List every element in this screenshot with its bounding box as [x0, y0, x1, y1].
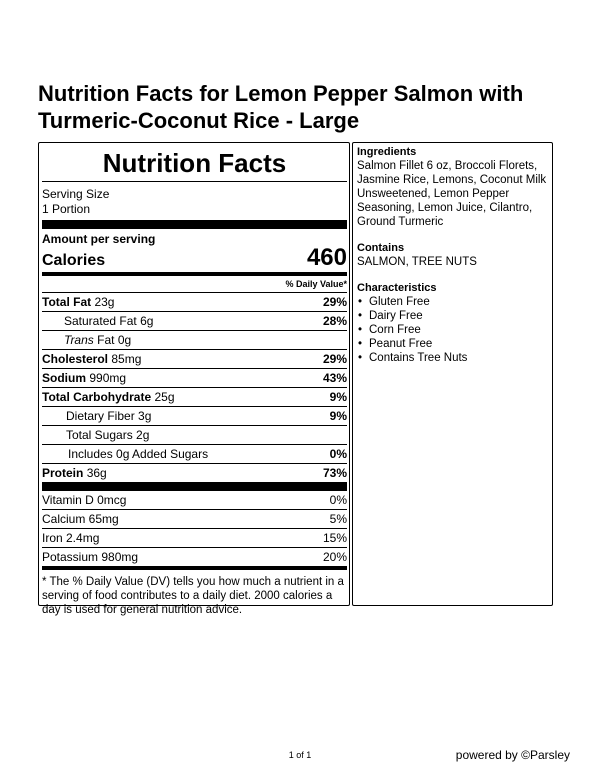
vitamin-dv: 5% — [329, 512, 347, 526]
bullet-icon: • — [358, 310, 363, 322]
nutrient-dv: 43% — [322, 371, 347, 385]
nutrient-name: Trans — [64, 333, 94, 347]
ingredients-panel — [352, 142, 553, 606]
vitamin-text: Potassium 980mg — [42, 550, 139, 564]
nutrient-row-sodium — [42, 368, 347, 387]
vitamin-row — [42, 528, 347, 547]
nutrient-dv: 73% — [322, 466, 347, 480]
vitamin-dv: 0% — [329, 493, 347, 507]
characteristics-list — [357, 295, 548, 365]
serving-size-value: 1 Portion — [42, 202, 91, 216]
characteristic-label: Gluten Free — [369, 296, 430, 308]
nutrient-dv: 0% — [329, 447, 347, 461]
list-item — [357, 309, 548, 323]
characteristics-heading: Characteristics — [357, 282, 437, 294]
characteristics-section — [357, 281, 548, 365]
nutrient-amount: Fat 0g — [97, 333, 132, 347]
nutrient-amount: 25g — [154, 390, 175, 404]
page-title-line-1: Nutrition Facts for Lemon Pepper Salmon with — [38, 81, 524, 106]
nutrient-dv: 9% — [329, 409, 347, 423]
powered-by: powered by ©Parsley — [455, 748, 570, 762]
bullet-icon: • — [358, 296, 363, 308]
nutrient-amount: 3g — [138, 409, 152, 423]
vitamin-row — [42, 509, 347, 528]
calories-value: 460 — [306, 244, 347, 271]
nutrient-name: Saturated Fat — [64, 314, 137, 328]
characteristic-label: Contains Tree Nuts — [369, 352, 468, 364]
vitamin-text: Vitamin D 0mcg — [42, 493, 127, 507]
nutrient-amount: 23g — [94, 295, 115, 309]
allergens-section — [357, 241, 548, 269]
characteristic-label: Corn Free — [369, 324, 421, 336]
characteristic-label: Peanut Free — [369, 338, 433, 350]
nutrient-row-dietary-fiber — [42, 406, 347, 425]
daily-value-header: % Daily Value* — [285, 279, 347, 289]
vitamin-text: Iron 2.4mg — [42, 531, 100, 545]
bullet-icon: • — [358, 338, 363, 350]
nutrient-dv: 29% — [322, 295, 347, 309]
nutrient-row-protein — [42, 463, 347, 482]
divider-thick — [42, 220, 347, 229]
nutrient-amount: 85mg — [111, 352, 142, 366]
page-title-line-2: Turmeric-Coconut Rice - Large — [38, 108, 360, 133]
nutrient-name: Total Sugars — [66, 428, 133, 442]
vitamin-row — [42, 547, 347, 566]
nutrient-row-trans-fat — [42, 330, 347, 349]
nutrient-row-total-sugars — [42, 425, 347, 444]
amount-per-serving: Amount per serving — [42, 232, 156, 246]
daily-value-footnote: * The % Daily Value (DV) tells you how much a nutrient in a serving of food contributes to a daily diet. 2000 calories a day is used for general nutrition advice. — [42, 576, 344, 616]
nutrient-name: Total Fat — [42, 295, 92, 309]
vitamin-dv: 20% — [322, 550, 347, 564]
ingredients-section — [357, 145, 548, 229]
vitamin-text: Calcium 65mg — [42, 512, 119, 526]
vitamin-dv: 15% — [322, 531, 347, 545]
nutrient-dv: 29% — [322, 352, 347, 366]
nutrient-dv: 9% — [329, 390, 347, 404]
nutrient-amount: 36g — [86, 466, 107, 480]
nutrient-name: Protein — [42, 466, 84, 480]
nutrient-name: Includes 0g Added Sugars — [68, 447, 209, 461]
nutrient-row-total-fat — [42, 292, 347, 311]
nutrient-amount: 2g — [136, 428, 150, 442]
nutrient-name: Cholesterol — [42, 352, 109, 366]
vitamin-row — [42, 491, 347, 509]
nutrient-name: Dietary Fiber — [66, 409, 135, 423]
nutrition-facts-heading: Nutrition Facts — [102, 148, 287, 178]
serving-size-label: Serving Size — [42, 187, 110, 201]
nutrient-row-total-carbohydrate — [42, 387, 347, 406]
nutrient-name: Sodium — [42, 371, 86, 385]
list-item — [357, 323, 548, 337]
nutrition-facts-label — [38, 142, 350, 616]
characteristic-label: Dairy Free — [369, 310, 423, 322]
nutrient-row-saturated-fat — [42, 311, 347, 330]
nutrient-row-cholesterol — [42, 349, 347, 368]
nutrient-name: Total Carbohydrate — [42, 390, 152, 404]
list-item — [357, 337, 548, 351]
bullet-icon: • — [358, 352, 363, 364]
calories-row — [42, 246, 347, 272]
divider-thick — [42, 482, 347, 491]
page-number: 1 of 1 — [288, 750, 312, 760]
ingredients-text: Salmon Fillet 6 oz, Broccoli Florets, Jasmine Rice, Lemons, Coconut Milk Unsweetened, Lemon Pepper Seasoning, Lemon Juice, Cilantro, Ground Turmeric — [357, 160, 547, 228]
nutrient-dv: 28% — [322, 314, 347, 328]
contains-text: SALMON, TREE NUTS — [357, 256, 477, 268]
nutrient-row-added-sugars — [42, 444, 347, 463]
contains-heading: Contains — [357, 242, 405, 254]
bullet-icon: • — [358, 324, 363, 336]
nutrient-amount: 6g — [140, 314, 154, 328]
calories-label: Calories — [42, 252, 106, 269]
list-item — [357, 351, 548, 365]
serving-size — [42, 182, 347, 220]
page-title — [38, 80, 578, 134]
nutrient-amount: 990mg — [89, 371, 127, 385]
list-item — [357, 295, 548, 309]
ingredients-heading: Ingredients — [357, 146, 417, 158]
